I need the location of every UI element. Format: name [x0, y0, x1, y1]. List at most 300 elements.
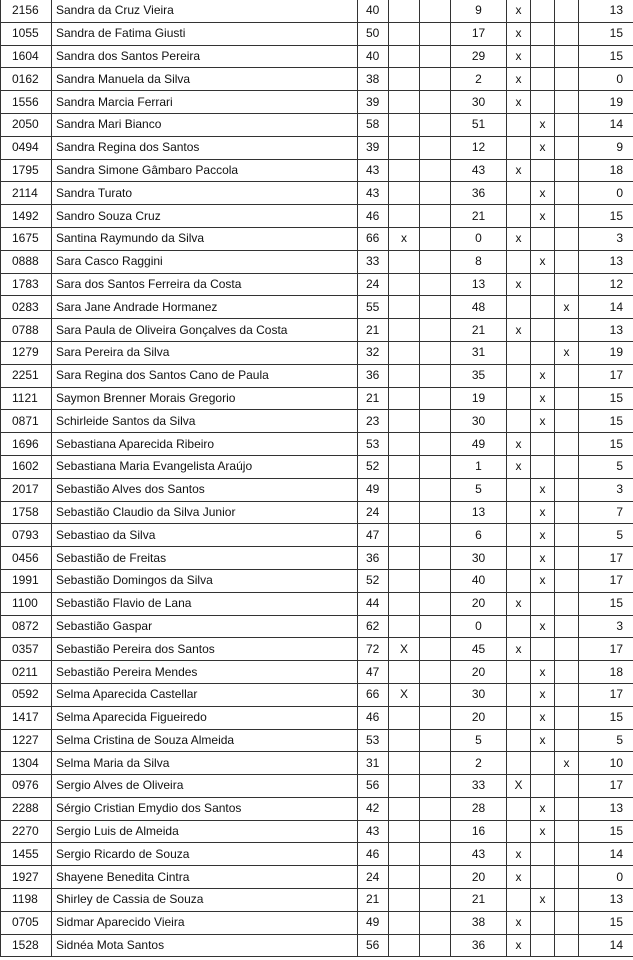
table-row	[1, 934, 633, 957]
count-cell: 40	[451, 569, 507, 592]
name-cell: Sebastião Pereira Mendes	[52, 661, 358, 684]
name-cell: Sandra Regina dos Santos	[52, 136, 358, 159]
id-cell: 1279	[1, 341, 52, 364]
flag-b-cell	[420, 68, 451, 91]
age-cell: 24	[358, 866, 389, 889]
flag-b-cell	[420, 569, 451, 592]
name-cell: Sérgio Cristian Emydio dos Santos	[52, 797, 358, 820]
status-b-cell	[531, 45, 555, 68]
table-row	[1, 0, 633, 22]
score-cell: 19	[579, 341, 633, 364]
table-row	[1, 296, 633, 319]
table-row	[1, 113, 633, 136]
age-cell: 44	[358, 592, 389, 615]
age-cell: 40	[358, 45, 389, 68]
flag-b-cell	[420, 182, 451, 205]
id-cell: 1100	[1, 592, 52, 615]
count-cell: 13	[451, 501, 507, 524]
table-row	[1, 364, 633, 387]
score-cell: 15	[579, 22, 633, 45]
score-cell: 15	[579, 706, 633, 729]
status-a-cell	[507, 615, 531, 638]
status-a-cell	[507, 250, 531, 273]
flag-a-cell	[389, 797, 420, 820]
status-b-cell	[531, 68, 555, 91]
table-row	[1, 455, 633, 478]
status-a-cell	[507, 410, 531, 433]
status-c-cell	[555, 729, 579, 752]
name-cell: Sebastiao da Silva	[52, 524, 358, 547]
flag-b-cell	[420, 387, 451, 410]
flag-b-cell	[420, 455, 451, 478]
flag-a-cell	[389, 547, 420, 570]
score-cell: 18	[579, 661, 633, 684]
status-a-cell	[507, 182, 531, 205]
age-cell: 33	[358, 250, 389, 273]
table-row	[1, 547, 633, 570]
name-cell: Sebastião Alves dos Santos	[52, 478, 358, 501]
age-cell: 47	[358, 661, 389, 684]
id-cell: 0888	[1, 250, 52, 273]
age-cell: 47	[358, 524, 389, 547]
name-cell: Sebastião Claudio da Silva Junior	[52, 501, 358, 524]
flag-a-cell	[389, 843, 420, 866]
flag-a-cell	[389, 159, 420, 182]
status-c-cell	[555, 22, 579, 45]
status-a-cell: x	[507, 843, 531, 866]
id-cell: 2288	[1, 797, 52, 820]
flag-a-cell	[389, 889, 420, 912]
flag-a-cell	[389, 661, 420, 684]
score-cell: 10	[579, 752, 633, 775]
status-b-cell	[531, 296, 555, 319]
status-a-cell	[507, 205, 531, 228]
status-c-cell	[555, 455, 579, 478]
flag-b-cell	[420, 683, 451, 706]
table-row	[1, 478, 633, 501]
status-c-cell	[555, 638, 579, 661]
count-cell: 36	[451, 182, 507, 205]
status-b-cell	[531, 934, 555, 957]
count-cell: 30	[451, 683, 507, 706]
table-row	[1, 205, 633, 228]
score-cell: 15	[579, 433, 633, 456]
count-cell: 21	[451, 889, 507, 912]
status-c-cell	[555, 182, 579, 205]
flag-a-cell	[389, 752, 420, 775]
id-cell: 2114	[1, 182, 52, 205]
id-cell: 1783	[1, 273, 52, 296]
age-cell: 49	[358, 478, 389, 501]
id-cell: 1758	[1, 501, 52, 524]
table-row	[1, 501, 633, 524]
score-cell: 14	[579, 843, 633, 866]
status-c-cell	[555, 136, 579, 159]
name-cell: Sandra Mari Bianco	[52, 113, 358, 136]
status-b-cell: x	[531, 182, 555, 205]
status-b-cell: x	[531, 387, 555, 410]
status-a-cell: x	[507, 911, 531, 934]
flag-b-cell	[420, 319, 451, 342]
flag-b-cell	[420, 0, 451, 22]
count-cell: 13	[451, 273, 507, 296]
flag-a-cell	[389, 592, 420, 615]
flag-b-cell	[420, 911, 451, 934]
flag-a-cell	[389, 478, 420, 501]
status-c-cell	[555, 797, 579, 820]
count-cell: 21	[451, 319, 507, 342]
score-cell: 17	[579, 364, 633, 387]
flag-b-cell	[420, 729, 451, 752]
flag-b-cell	[420, 364, 451, 387]
status-c-cell	[555, 0, 579, 22]
id-cell: 0788	[1, 319, 52, 342]
age-cell: 40	[358, 0, 389, 22]
status-c-cell	[555, 775, 579, 798]
score-cell: 13	[579, 319, 633, 342]
age-cell: 49	[358, 911, 389, 934]
score-cell: 17	[579, 683, 633, 706]
status-b-cell: x	[531, 113, 555, 136]
name-cell: Selma Aparecida Castellar	[52, 683, 358, 706]
flag-b-cell	[420, 706, 451, 729]
status-a-cell: x	[507, 592, 531, 615]
count-cell: 43	[451, 159, 507, 182]
flag-b-cell	[420, 592, 451, 615]
flag-a-cell	[389, 387, 420, 410]
flag-a-cell	[389, 364, 420, 387]
status-c-cell	[555, 547, 579, 570]
age-cell: 56	[358, 934, 389, 957]
status-c-cell	[555, 478, 579, 501]
flag-b-cell	[420, 410, 451, 433]
name-cell: Schirleide Santos da Silva	[52, 410, 358, 433]
age-cell: 46	[358, 706, 389, 729]
score-cell: 13	[579, 0, 633, 22]
name-cell: Sandra dos Santos Pereira	[52, 45, 358, 68]
age-cell: 46	[358, 843, 389, 866]
table-row	[1, 227, 633, 250]
status-c-cell	[555, 364, 579, 387]
id-cell: 0283	[1, 296, 52, 319]
table-row	[1, 911, 633, 934]
flag-a-cell	[389, 569, 420, 592]
count-cell: 38	[451, 911, 507, 934]
status-a-cell	[507, 661, 531, 684]
count-cell: 21	[451, 205, 507, 228]
status-a-cell	[507, 752, 531, 775]
age-cell: 38	[358, 68, 389, 91]
age-cell: 56	[358, 775, 389, 798]
status-b-cell: x	[531, 250, 555, 273]
id-cell: 1304	[1, 752, 52, 775]
name-cell: Sidnéa Mota Santos	[52, 934, 358, 957]
age-cell: 32	[358, 341, 389, 364]
status-b-cell	[531, 775, 555, 798]
status-a-cell: x	[507, 934, 531, 957]
status-b-cell: x	[531, 136, 555, 159]
count-cell: 9	[451, 0, 507, 22]
status-b-cell	[531, 638, 555, 661]
count-cell: 20	[451, 706, 507, 729]
flag-a-cell: x	[389, 227, 420, 250]
count-cell: 43	[451, 843, 507, 866]
table-row	[1, 68, 633, 91]
name-cell: Sebastião Domingos da Silva	[52, 569, 358, 592]
flag-a-cell	[389, 615, 420, 638]
status-c-cell: x	[555, 752, 579, 775]
status-a-cell	[507, 387, 531, 410]
status-a-cell: x	[507, 45, 531, 68]
count-cell: 30	[451, 410, 507, 433]
status-b-cell: x	[531, 205, 555, 228]
name-cell: Shirley de Cassia de Souza	[52, 889, 358, 912]
status-b-cell: x	[531, 661, 555, 684]
status-b-cell: x	[531, 797, 555, 820]
score-cell: 18	[579, 159, 633, 182]
id-cell: 0456	[1, 547, 52, 570]
count-cell: 8	[451, 250, 507, 273]
status-b-cell	[531, 843, 555, 866]
score-cell: 14	[579, 113, 633, 136]
age-cell: 43	[358, 159, 389, 182]
name-cell: Sara Paula de Oliveira Gonçalves da Costa	[52, 319, 358, 342]
flag-a-cell	[389, 524, 420, 547]
name-cell: Saymon Brenner Morais Gregorio	[52, 387, 358, 410]
status-a-cell: x	[507, 91, 531, 114]
name-cell: Sara dos Santos Ferreira da Costa	[52, 273, 358, 296]
age-cell: 52	[358, 455, 389, 478]
flag-b-cell	[420, 752, 451, 775]
status-b-cell: x	[531, 364, 555, 387]
score-cell: 0	[579, 866, 633, 889]
id-cell: 1604	[1, 45, 52, 68]
table-row	[1, 706, 633, 729]
table-row	[1, 341, 633, 364]
flag-a-cell	[389, 775, 420, 798]
age-cell: 23	[358, 410, 389, 433]
flag-b-cell	[420, 524, 451, 547]
status-a-cell	[507, 729, 531, 752]
flag-b-cell	[420, 433, 451, 456]
table-row	[1, 136, 633, 159]
status-a-cell	[507, 364, 531, 387]
score-cell: 0	[579, 182, 633, 205]
status-c-cell	[555, 227, 579, 250]
table-row	[1, 433, 633, 456]
flag-a-cell	[389, 820, 420, 843]
status-c-cell	[555, 615, 579, 638]
status-a-cell: x	[507, 159, 531, 182]
flag-b-cell	[420, 775, 451, 798]
status-b-cell: x	[531, 706, 555, 729]
score-cell: 15	[579, 387, 633, 410]
flag-a-cell	[389, 273, 420, 296]
count-cell: 35	[451, 364, 507, 387]
status-a-cell	[507, 341, 531, 364]
status-c-cell	[555, 569, 579, 592]
status-c-cell	[555, 205, 579, 228]
age-cell: 58	[358, 113, 389, 136]
id-cell: 0705	[1, 911, 52, 934]
score-cell: 15	[579, 205, 633, 228]
status-a-cell	[507, 683, 531, 706]
age-cell: 52	[358, 569, 389, 592]
count-cell: 28	[451, 797, 507, 820]
score-cell: 15	[579, 410, 633, 433]
status-a-cell: x	[507, 22, 531, 45]
status-b-cell	[531, 0, 555, 22]
name-cell: Sebastiana Maria Evangelista Araújo	[52, 455, 358, 478]
name-cell: Sandra da Cruz Vieira	[52, 0, 358, 22]
age-cell: 66	[358, 227, 389, 250]
name-cell: Sara Regina dos Santos Cano de Paula	[52, 364, 358, 387]
status-c-cell	[555, 524, 579, 547]
count-cell: 31	[451, 341, 507, 364]
name-cell: Sandra de Fatima Giusti	[52, 22, 358, 45]
status-c-cell	[555, 410, 579, 433]
status-a-cell: x	[507, 866, 531, 889]
name-cell: Sara Casco Raggini	[52, 250, 358, 273]
name-cell: Sandra Simone Gâmbaro Paccola	[52, 159, 358, 182]
count-cell: 30	[451, 91, 507, 114]
flag-a-cell	[389, 91, 420, 114]
name-cell: Sergio Alves de Oliveira	[52, 775, 358, 798]
age-cell: 31	[358, 752, 389, 775]
status-c-cell	[555, 113, 579, 136]
count-cell: 20	[451, 661, 507, 684]
id-cell: 1198	[1, 889, 52, 912]
id-cell: 1602	[1, 455, 52, 478]
status-a-cell: x	[507, 227, 531, 250]
status-a-cell	[507, 889, 531, 912]
flag-a-cell	[389, 205, 420, 228]
flag-b-cell	[420, 227, 451, 250]
name-cell: Sidmar Aparecido Vieira	[52, 911, 358, 934]
table-row	[1, 820, 633, 843]
status-a-cell: x	[507, 455, 531, 478]
flag-b-cell	[420, 273, 451, 296]
table-row	[1, 729, 633, 752]
flag-a-cell	[389, 182, 420, 205]
name-cell: Selma Cristina de Souza Almeida	[52, 729, 358, 752]
name-cell: Sebastião Gaspar	[52, 615, 358, 638]
id-cell: 2156	[1, 0, 52, 22]
status-a-cell	[507, 569, 531, 592]
status-b-cell	[531, 866, 555, 889]
name-cell: Shayene Benedita Cintra	[52, 866, 358, 889]
score-cell: 13	[579, 889, 633, 912]
count-cell: 16	[451, 820, 507, 843]
status-c-cell	[555, 866, 579, 889]
id-cell: 1417	[1, 706, 52, 729]
count-cell: 5	[451, 478, 507, 501]
status-a-cell	[507, 706, 531, 729]
flag-b-cell	[420, 45, 451, 68]
flag-b-cell	[420, 136, 451, 159]
age-cell: 24	[358, 501, 389, 524]
count-cell: 2	[451, 752, 507, 775]
status-c-cell	[555, 68, 579, 91]
age-cell: 42	[358, 797, 389, 820]
count-cell: 19	[451, 387, 507, 410]
age-cell: 53	[358, 433, 389, 456]
name-cell: Sandro Souza Cruz	[52, 205, 358, 228]
name-cell: Sebastião Flavio de Lana	[52, 592, 358, 615]
age-cell: 53	[358, 729, 389, 752]
age-cell: 21	[358, 319, 389, 342]
table-row	[1, 182, 633, 205]
flag-b-cell	[420, 205, 451, 228]
score-cell: 17	[579, 775, 633, 798]
name-cell: Sebastiana Aparecida Ribeiro	[52, 433, 358, 456]
status-a-cell	[507, 797, 531, 820]
flag-b-cell	[420, 661, 451, 684]
flag-a-cell	[389, 455, 420, 478]
table-row	[1, 524, 633, 547]
status-c-cell	[555, 273, 579, 296]
flag-a-cell	[389, 136, 420, 159]
flag-a-cell	[389, 250, 420, 273]
age-cell: 21	[358, 387, 389, 410]
status-a-cell: x	[507, 319, 531, 342]
status-a-cell	[507, 501, 531, 524]
count-cell: 20	[451, 592, 507, 615]
status-b-cell	[531, 227, 555, 250]
score-cell: 3	[579, 615, 633, 638]
table-row	[1, 661, 633, 684]
score-cell: 12	[579, 273, 633, 296]
age-cell: 55	[358, 296, 389, 319]
status-b-cell: x	[531, 820, 555, 843]
flag-b-cell	[420, 113, 451, 136]
age-cell: 46	[358, 205, 389, 228]
table-row	[1, 683, 633, 706]
flag-b-cell	[420, 296, 451, 319]
score-cell: 14	[579, 934, 633, 957]
score-cell: 17	[579, 547, 633, 570]
id-cell: 0494	[1, 136, 52, 159]
count-cell: 6	[451, 524, 507, 547]
id-cell: 1927	[1, 866, 52, 889]
flag-b-cell	[420, 478, 451, 501]
flag-b-cell	[420, 638, 451, 661]
flag-a-cell	[389, 911, 420, 934]
status-c-cell	[555, 911, 579, 934]
table-row	[1, 752, 633, 775]
name-cell: Sebastião Pereira dos Santos	[52, 638, 358, 661]
age-cell: 62	[358, 615, 389, 638]
score-cell: 5	[579, 455, 633, 478]
id-cell: 1227	[1, 729, 52, 752]
name-cell: Santina Raymundo da Silva	[52, 227, 358, 250]
status-b-cell: x	[531, 889, 555, 912]
age-cell: 72	[358, 638, 389, 661]
name-cell: Sergio Ricardo de Souza	[52, 843, 358, 866]
flag-a-cell	[389, 22, 420, 45]
table-row	[1, 889, 633, 912]
status-c-cell	[555, 501, 579, 524]
flag-b-cell	[420, 797, 451, 820]
flag-b-cell	[420, 934, 451, 957]
table-body	[1, 0, 633, 957]
flag-a-cell	[389, 501, 420, 524]
age-cell: 50	[358, 22, 389, 45]
score-cell: 0	[579, 68, 633, 91]
status-c-cell	[555, 45, 579, 68]
status-a-cell	[507, 547, 531, 570]
score-cell: 13	[579, 250, 633, 273]
